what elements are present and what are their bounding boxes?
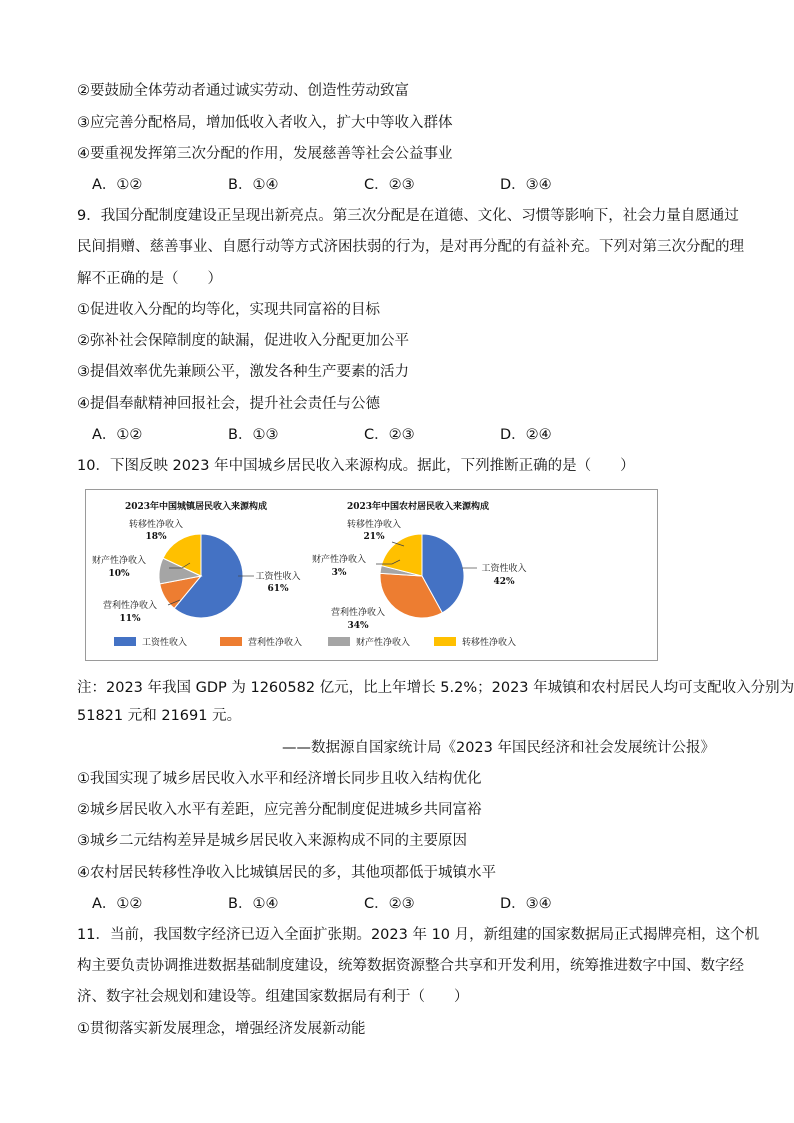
q9-choices — [92, 425, 636, 445]
urban-chart-title: 2023年中国城镇居民收入来源构成 — [124, 502, 268, 512]
q10-note-line-1: 注：2023 年我国 GDP 为 1260582 亿元，比上年增长 5.2%；2023 年城镇和农村居民人均可支配收入分别为 — [77, 680, 794, 696]
rural-label-wage: 工资性收入 — [481, 564, 527, 574]
urban-pie — [159, 534, 243, 618]
choice-d[interactable]: D．③④ — [500, 177, 552, 193]
urban-pct-business: 11% — [119, 614, 141, 624]
choice-d[interactable]: D．③④ — [500, 896, 552, 912]
rural-pct-property: 3% — [331, 568, 347, 578]
q8-choices — [92, 175, 636, 195]
q9-statement-4: ④提倡奉献精神回报社会，提升社会责任与公德 — [77, 396, 380, 412]
urban-label-property: 财产性净收入 — [91, 556, 147, 566]
q10-statement-1: ①我国实现了城乡居民收入水平和经济增长同步且收入结构优化 — [77, 771, 482, 787]
urban-label-transfer: 转移性净收入 — [128, 520, 184, 530]
choice-c[interactable]: C．②③ — [364, 427, 415, 443]
rural-label-business: 营利性净收入 — [330, 608, 386, 618]
q11-stem-line-2: 构主要负责协调推进数据基础制度建设，统筹数据资源整合共享和开发利用，统筹推进数字中国、数字经 — [77, 958, 744, 974]
rural-pct-transfer: 21% — [363, 532, 385, 542]
legend-swatch-wage — [114, 637, 136, 646]
q10-source: ——数据源自国家统计局《2023 年国民经济和社会发展统计公报》 — [281, 740, 715, 756]
legend-swatch-transfer — [434, 637, 456, 646]
urban-label-wage: 工资性收入 — [255, 572, 301, 582]
choice-d[interactable]: D．②④ — [500, 427, 552, 443]
q9-stem-line-3: 解不正确的是（ ） — [77, 271, 222, 287]
q10-choices — [92, 894, 636, 914]
rural-pie — [380, 534, 464, 618]
q9-statement-3: ③提倡效率优先兼顾公平，激发各种生产要素的活力 — [77, 364, 409, 380]
rural-pct-business: 34% — [347, 621, 369, 631]
urban-pct-property: 10% — [108, 569, 130, 579]
q10-statement-4: ④农村居民转移性净收入比城镇居民的多，其他项都低于城镇水平 — [77, 865, 496, 881]
q8-statement-3: ③应完善分配格局，增加低收入者收入，扩大中等收入群体 — [77, 115, 453, 131]
chart-legend — [114, 636, 516, 648]
legend-label-wage: 工资性收入 — [142, 638, 188, 648]
rural-pct-wage: 42% — [493, 577, 515, 587]
urban-pct-wage: 61% — [267, 584, 289, 594]
q11-stem-line-3: 济、数字社会规划和建设等。组建国家数据局有利于（ ） — [77, 989, 469, 1005]
legend-label-property: 财产性净收入 — [356, 638, 411, 648]
legend-swatch-business — [220, 637, 242, 646]
income-pie-figure — [85, 489, 658, 661]
choice-c[interactable]: C．②③ — [364, 896, 415, 912]
q9-stem-line-1: 9．我国分配制度建设正呈现出新亮点。第三次分配是在道德、文化、习惯等影响下，社会力量自愿通过 — [77, 208, 739, 224]
q9-stem-line-2: 民间捐赠、慈善事业、自愿行动等方式济困扶弱的行为，是对再分配的有益补充。下列对第三次分配的理 — [77, 239, 744, 255]
choice-a[interactable]: A．①② — [92, 177, 143, 193]
choice-b[interactable]: B．①③ — [228, 427, 279, 443]
legend-label-business: 营利性净收入 — [248, 638, 303, 648]
q10-note-line-2: 51821 元和 21691 元。 — [77, 708, 242, 724]
rural-chart-title: 2023年中国农村居民收入来源构成 — [346, 502, 490, 512]
q8-statement-2: ②要鼓励全体劳动者通过诚实劳动、创造性劳动致富 — [77, 83, 409, 99]
q11-statement-1: ①贯彻落实新发展理念，增强经济发展新动能 — [77, 1021, 366, 1037]
choice-b[interactable]: B．①④ — [228, 896, 279, 912]
choice-b[interactable]: B．①④ — [228, 177, 279, 193]
q8-statement-4: ④要重视发挥第三次分配的作用，发展慈善等社会公益事业 — [77, 146, 453, 162]
urban-label-business: 营利性净收入 — [102, 601, 158, 611]
q9-statement-1: ①促进收入分配的均等化，实现共同富裕的目标 — [77, 302, 380, 318]
legend-label-transfer: 转移性净收入 — [462, 638, 517, 648]
q9-statement-2: ②弥补社会保障制度的缺漏，促进收入分配更加公平 — [77, 333, 409, 349]
choice-a[interactable]: A．①② — [92, 427, 143, 443]
rural-label-transfer: 转移性净收入 — [346, 520, 402, 530]
choice-a[interactable]: A．①② — [92, 896, 143, 912]
legend-swatch-property — [328, 637, 350, 646]
q10-statement-2: ②城乡居民收入水平有差距，应完善分配制度促进城乡共同富裕 — [77, 802, 482, 818]
pie-charts-svg — [86, 490, 657, 660]
urban-pct-transfer: 18% — [145, 532, 167, 542]
q11-stem-line-1: 11．当前，我国数字经济已迈入全面扩张期。2023 年 10 月，新组建的国家数据局正式揭牌亮相，这个机 — [77, 927, 760, 943]
choice-c[interactable]: C．②③ — [364, 177, 415, 193]
rural-label-property: 财产性净收入 — [311, 555, 367, 565]
q10-stem: 10．下图反映 2023 年中国城乡居民收入来源构成。据此，下列推断正确的是（ ） — [77, 458, 635, 474]
q10-statement-3: ③城乡二元结构差异是城乡居民收入来源构成不同的主要原因 — [77, 833, 467, 849]
